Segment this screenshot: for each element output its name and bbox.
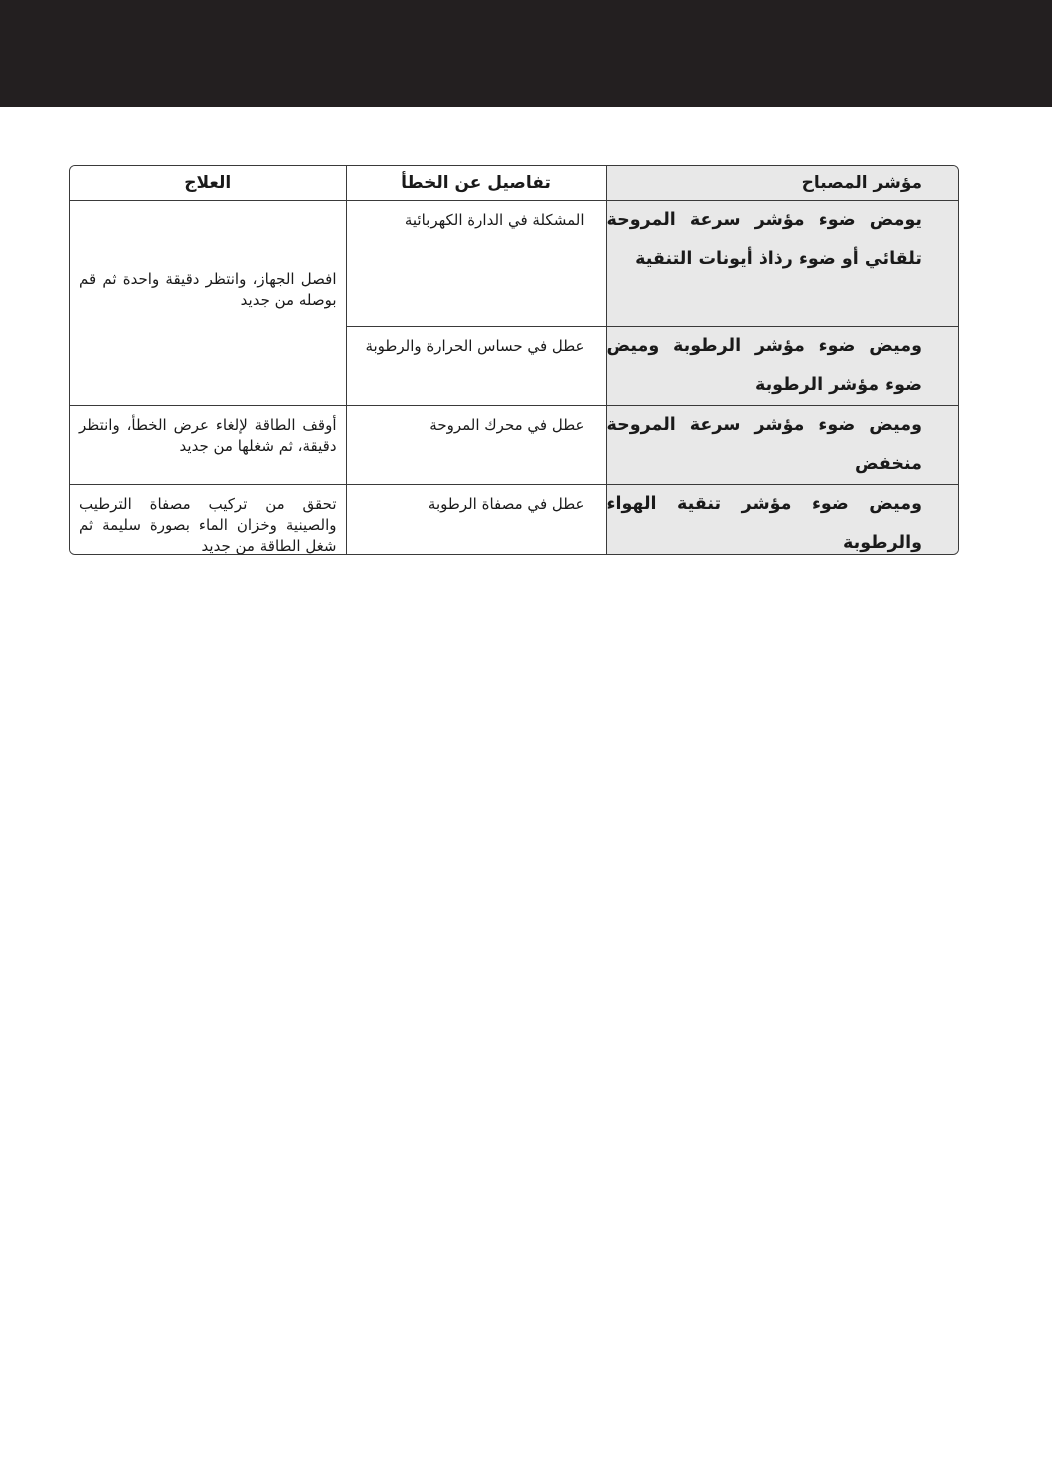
details-cell: عطل في مصفاة الرطوبة	[346, 484, 606, 555]
top-header-bar	[0, 0, 1052, 107]
error-table-container	[69, 165, 959, 555]
indicator-cell	[606, 200, 959, 326]
indicator-text: وميض ضوء مؤشر تنقية الهواء والرطوبة	[606, 493, 922, 553]
remedy-cell: افصل الجهاز، وانتظر دقيقة واحدة ثم قم بوصله من جديد	[70, 200, 346, 405]
remedy-cell: تحقق من تركيب مصفاة الترطيب والصينية وخزان الماء بصورة سليمة ثم شغل الطاقة من جديد	[70, 484, 346, 555]
details-cell: عطل في حساس الحرارة والرطوبة	[346, 326, 606, 405]
indicator-text: وميض ضوء مؤشر سرعة المروحة منخفض	[606, 414, 922, 474]
header-details: تفاصيل عن الخطأ	[346, 166, 606, 200]
remedy-cell: أوقف الطاقة لإلغاء عرض الخطأ، وانتظر دقيقة، ثم شغلها من جديد	[70, 405, 346, 484]
table-row	[70, 200, 959, 326]
indicator-text: وميض ضوء مؤشر الرطوبة وميض ضوء مؤشر الرطوبة	[606, 335, 922, 395]
indicator-cell	[606, 326, 959, 405]
indicator-cell	[606, 405, 959, 484]
table-row	[70, 405, 959, 484]
details-cell: عطل في محرك المروحة	[346, 405, 606, 484]
header-indicator: مؤشر المصباح	[606, 166, 959, 200]
indicator-cell	[606, 484, 959, 555]
indicator-text: يومض ضوء مؤشر سرعة المروحة تلقائي أو ضوء رذاذ أيونات التنقية	[606, 209, 922, 269]
table-row	[70, 484, 959, 555]
table-header-row	[70, 166, 959, 200]
error-codes-table	[70, 166, 959, 555]
header-remedy: العلاج	[70, 166, 346, 200]
details-cell: المشكلة في الدارة الكهربائية	[346, 200, 606, 326]
